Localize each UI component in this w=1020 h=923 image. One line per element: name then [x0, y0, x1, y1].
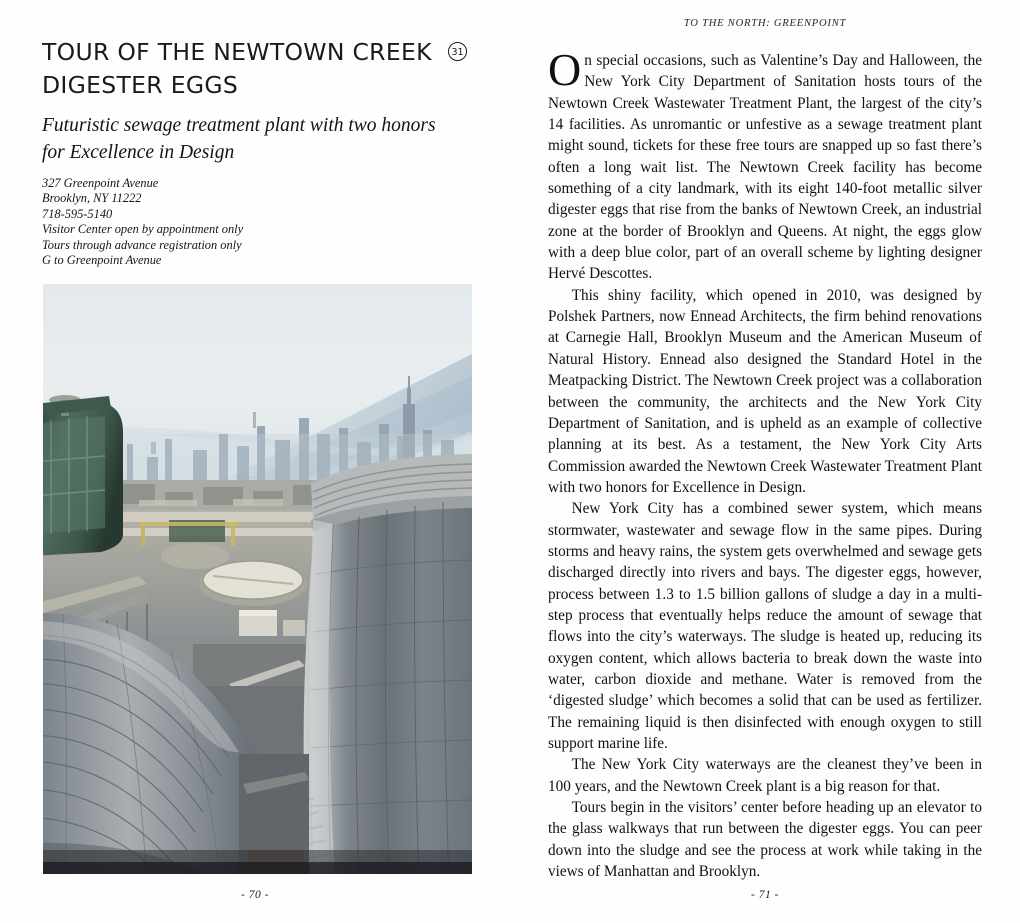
entry-number-badge: 31	[448, 42, 467, 61]
page-subtitle: Futuristic sewage treatment plant with two honors for Excellence in Design	[42, 115, 436, 163]
article-photograph	[43, 284, 472, 874]
folio-right: - 71 -	[751, 889, 779, 901]
glass-observation-pod	[43, 395, 123, 556]
body-text-column	[548, 44, 982, 882]
folio-left: - 70 -	[241, 889, 269, 901]
venue-info-block	[42, 176, 372, 268]
body-paragraph-2: This shiny facility, which opened in 2010, was designed by Polshek Partners, now Ennead Architects, the firm behind renovations at Carnegie Hall, Brooklyn Museum and the American Museum of Natural History. Ennead also designed the Standard Hotel in the Meatpacking District. The Newtown Creek project was a collaboration between the community, the architects and the New York City Department of Sanitation, and is upheld as an example of collective planning at its best. As a testament, the New York City Arts Commission awarded the Newtown Creek Wastewater Treatment Plant with two honors for Excellence in Design.	[548, 286, 982, 496]
info-tours: Tours through advance registration only	[42, 237, 242, 252]
body-paragraph-1: On special occasions, such as Valentine’s Day and Halloween, the New York City Department of Sanitation hosts tours of the Newtown Creek Wastewater Treatment Plant, the largest of the city’s 14 facilities. As unromantic or unfestive as a sewage treatment plant might sound, tickets for these free tours are snapped up so fast there’s often a long wait list. The Newtown Creek facility has become something of a city landmark, with its eight 140-foot metallic silver digester eggs that rise from the banks of Newtown Creek, an industrial zone at the border of Brooklyn and Queens. At night, the eggs glow with a deep blue color, part of an overall scheme by lighting designer Hervé Descottes.	[548, 44, 982, 283]
running-header: TO THE NORTH: GREENPOINT	[683, 18, 847, 29]
right-page	[510, 0, 1020, 923]
info-transit: G to Greenpoint Avenue	[42, 253, 162, 268]
body-paragraph-4: The New York City waterways are the cleanest they’ve been in 100 years, and the Newtown Creek plant is a big reason for that.	[548, 756, 982, 795]
digester-egg-right	[291, 454, 472, 874]
info-address-city: Brooklyn, NY 11222	[42, 191, 142, 206]
info-address-street: 327 Greenpoint Avenue	[42, 176, 159, 190]
info-phone: 718-595-5140	[42, 206, 113, 221]
page-title: TOUR OF THE NEWTOWN CREEK DIGESTER EGGS	[42, 38, 432, 99]
info-visitor-center: Visitor Center open by appointment only	[42, 222, 244, 237]
body-paragraph-3: New York City has a combined sewer system, which means stormwater, wastewater and sewage flow in the same pipes. During storms and heavy rains, the system gets overwhelmed and sewage gets discharged directly into rivers and bays. The digester eggs, however, process between 1.3 to 1.5 billion gallons of sludge a day in a multi-step process that eventually helps reduce the amount of sewage that flows into the city’s waterways. The sludge is heated up, reducing its oxygen content, which allows bacteria to break down the waste into water, carbon dioxide and methane. Water is removed from the ‘digested sludge’ which becomes a solid that can be used as fertilizer. The remaining liquid is then disinfected with enough oxygen to still support marine life.	[548, 500, 982, 752]
body-paragraph-5: Tours begin in the visitors’ center before heading up an elevator to the glass walkways that run between the digester eggs. You can peer down into the sludge and see the process at work while taking in the views of Manhattan and Brooklyn.	[548, 799, 982, 881]
photograph-illustration	[43, 284, 472, 874]
